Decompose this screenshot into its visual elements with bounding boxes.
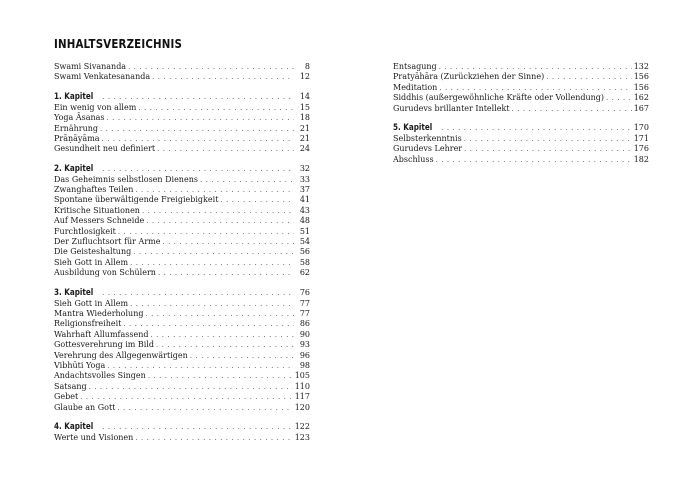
page-number: 12 (299, 72, 310, 82)
dot-leader (156, 340, 294, 350)
toc-entry (54, 237, 310, 247)
entry-label: Gesundheit neu definiert (54, 144, 156, 154)
page-number: 93 (299, 340, 310, 350)
toc-entry (54, 382, 310, 392)
page-number: 167 (633, 103, 649, 113)
entry-label: Andachtsvolles Singen (54, 371, 146, 381)
dot-leader (148, 371, 293, 381)
toc-section (393, 62, 649, 114)
page-number: 120 (294, 402, 310, 412)
toc-entry (54, 299, 310, 309)
toc-entry (54, 124, 310, 134)
page-number: 41 (299, 195, 310, 205)
toc-entry (54, 371, 310, 381)
dot-leader (142, 206, 294, 216)
dot-leader (146, 216, 294, 226)
toc-entry (393, 72, 649, 82)
entry-label: Glaube an Gott (54, 402, 116, 412)
toc-entry (54, 62, 310, 72)
toc-entry (54, 351, 310, 361)
page-number: 77 (299, 308, 310, 318)
toc-section (54, 62, 310, 83)
entry-label: Auf Messers Schneide (54, 216, 145, 226)
dot-leader (102, 288, 294, 298)
page-title: INHALTSVERZEICHNIS (54, 36, 183, 51)
dot-leader (102, 164, 294, 174)
page-number: 132 (633, 62, 649, 71)
page-number: 18 (299, 113, 310, 123)
toc-entry (54, 72, 310, 82)
entry-label: Ein wenig von allem (54, 102, 137, 112)
page-number: 51 (299, 226, 310, 236)
entry-label: Satsang (54, 381, 87, 391)
page-number: 98 (299, 360, 310, 370)
entry-label: Sieh Gott in Allem (54, 298, 129, 308)
toc-entry (54, 319, 310, 329)
dot-leader (151, 330, 295, 340)
dot-leader (117, 403, 292, 413)
chapter-label: 2. Kapitel (54, 163, 94, 174)
dot-leader (80, 392, 293, 402)
entry-label: Sieh Gott in Allem (54, 257, 129, 267)
entry-label: Gurudevs brillanter Intellekt (393, 103, 510, 113)
page-number: 110 (294, 381, 310, 391)
page-number: 123 (294, 432, 310, 442)
chapter-label: 1. Kapitel (54, 91, 94, 102)
dot-leader (118, 227, 294, 237)
entry-label: Entsagung (393, 62, 437, 71)
toc-chapter-heading (54, 288, 310, 298)
dot-leader (107, 361, 294, 371)
dot-leader (464, 134, 632, 144)
page-number: 176 (633, 144, 649, 154)
page-number: 162 (633, 93, 649, 103)
entry-label: Verehrung des Allgegenwärtigen (54, 350, 188, 360)
entry-label: Spontane überwältigende Freigiebigkeit (54, 195, 219, 205)
page-number: 105 (294, 371, 310, 381)
entry-label: Der Zufluchtsort für Arme (54, 237, 161, 247)
toc-entry (393, 144, 649, 154)
page-number: 117 (294, 392, 310, 402)
dot-leader (130, 258, 294, 268)
toc-entry (54, 103, 310, 113)
entry-label: Ausbildung von Schülern (54, 268, 156, 278)
page-number: 96 (299, 350, 310, 360)
page-number: 122 (294, 421, 310, 431)
toc-entry (54, 206, 310, 216)
toc-left-column (54, 62, 310, 452)
entry-label: Die Geisteshaltung (54, 247, 132, 257)
toc-entry (54, 185, 310, 195)
page-number: 15 (299, 102, 310, 112)
dot-leader (130, 299, 294, 309)
page-number: 48 (299, 216, 310, 226)
page-number: 62 (299, 268, 310, 278)
page-number: 182 (633, 154, 649, 164)
toc-section (393, 123, 649, 165)
toc-entry (54, 403, 310, 413)
page-number: 21 (299, 133, 310, 143)
dot-leader (158, 268, 294, 278)
toc-entry (54, 227, 310, 237)
toc-entry (54, 144, 310, 154)
dot-leader (200, 175, 294, 185)
toc-chapter-heading (393, 123, 649, 133)
page-number: 156 (633, 82, 649, 92)
toc-entry (393, 104, 649, 114)
chapter-label: 5. Kapitel (393, 122, 433, 133)
entry-label: Swami Sivananda (54, 62, 127, 71)
dot-leader (436, 155, 632, 165)
dot-leader (135, 185, 294, 195)
page-number: 86 (299, 319, 310, 329)
entry-label: Yoga Āsanas (54, 113, 105, 123)
dot-leader (102, 134, 294, 144)
page-number: 58 (299, 257, 310, 267)
toc-chapter-heading (54, 422, 310, 432)
toc-entry (54, 195, 310, 205)
entry-label: Meditation (393, 82, 438, 92)
entry-label: Werte und Visionen (54, 432, 134, 442)
dot-leader (546, 72, 632, 82)
entry-label: Siddhis (außergewöhnliche Kräfte oder Vollendung) (393, 93, 605, 103)
entry-label: Wahrhaft Allumfassend (54, 329, 149, 339)
page-number: 14 (299, 91, 310, 101)
dot-leader (439, 62, 632, 72)
toc-entry (54, 330, 310, 340)
toc-entry (54, 268, 310, 278)
toc-entry (54, 392, 310, 402)
dot-leader (128, 62, 294, 72)
chapter-label: 4. Kapitel (54, 421, 94, 432)
dot-leader (441, 123, 632, 133)
toc-right-column (393, 62, 649, 174)
page-number: 21 (299, 123, 310, 133)
dot-leader (107, 113, 294, 123)
page-number: 90 (299, 329, 310, 339)
toc-entry (54, 433, 310, 443)
dot-leader (512, 104, 632, 114)
toc-section (54, 164, 310, 279)
chapter-label: 3. Kapitel (54, 287, 94, 298)
page-number: 170 (633, 122, 649, 132)
dot-leader (190, 351, 294, 361)
entry-label: Furchtlosigkeit (54, 226, 116, 236)
entry-label: Ernährung (54, 123, 98, 133)
entry-label: Gottesverehrung im Bild (54, 340, 155, 350)
dot-leader (102, 92, 294, 102)
dot-leader (157, 144, 294, 154)
dot-leader (123, 319, 294, 329)
page-number: 24 (299, 144, 310, 154)
toc-section (54, 92, 310, 155)
toc-entry (393, 93, 649, 103)
toc-entry (54, 309, 310, 319)
page-number: 37 (299, 185, 310, 195)
toc-entry (54, 134, 310, 144)
toc-entry (54, 175, 310, 185)
entry-label: Zwanghaftes Teilen (54, 185, 134, 195)
dot-leader (220, 195, 294, 205)
dot-leader (100, 124, 294, 134)
entry-label: Prāṇāyāma (54, 133, 100, 143)
entry-label: Vibhūti Yoga (54, 360, 106, 370)
dot-leader (135, 433, 292, 443)
entry-label: Abschluss (393, 154, 434, 164)
toc-entry (54, 216, 310, 226)
page-number: 56 (299, 247, 310, 257)
toc-entry (393, 83, 649, 93)
toc-entry (393, 62, 649, 72)
toc-entry (393, 155, 649, 165)
toc-entry (54, 361, 310, 371)
toc-section (54, 288, 310, 413)
entry-label: Gebet (54, 392, 79, 402)
dot-leader (439, 83, 631, 93)
dot-leader (102, 422, 293, 432)
dot-leader (152, 72, 294, 82)
toc-section (54, 422, 310, 443)
toc-entry (54, 340, 310, 350)
entry-label: Mantra Wiederholung (54, 308, 144, 318)
dot-leader (133, 247, 294, 257)
page-number: 43 (299, 205, 310, 215)
toc-entry (54, 258, 310, 268)
entry-label: Gurudevs Lehrer (393, 144, 463, 154)
dot-leader (89, 382, 293, 392)
page-number: 33 (299, 174, 310, 184)
dot-leader (138, 103, 294, 113)
toc-chapter-heading (54, 92, 310, 102)
entry-label: Religionsfreiheit (54, 319, 122, 329)
dot-leader (464, 144, 632, 154)
page-number: 77 (299, 298, 310, 308)
page-number: 32 (299, 163, 310, 173)
entry-label: Swami Venkatesananda (54, 72, 151, 82)
page-number: 54 (299, 237, 310, 247)
entry-label: Das Geheimnis selbstlosen Dienens (54, 174, 198, 184)
toc-entry (393, 134, 649, 144)
toc-entry (54, 247, 310, 257)
page-number: 171 (633, 133, 649, 143)
dot-leader (145, 309, 294, 319)
toc-entry (54, 113, 310, 123)
entry-label: Kritische Situationen (54, 205, 140, 215)
toc-chapter-heading (54, 164, 310, 174)
dot-leader (606, 93, 632, 103)
page-number: 8 (304, 62, 310, 71)
entry-label: Selbsterkenntnis (393, 133, 462, 143)
page-number: 156 (633, 72, 649, 82)
entry-label: Pratyāhāra (Zurückziehen der Sinne) (393, 72, 545, 82)
page-number: 76 (299, 287, 310, 297)
dot-leader (162, 237, 294, 247)
